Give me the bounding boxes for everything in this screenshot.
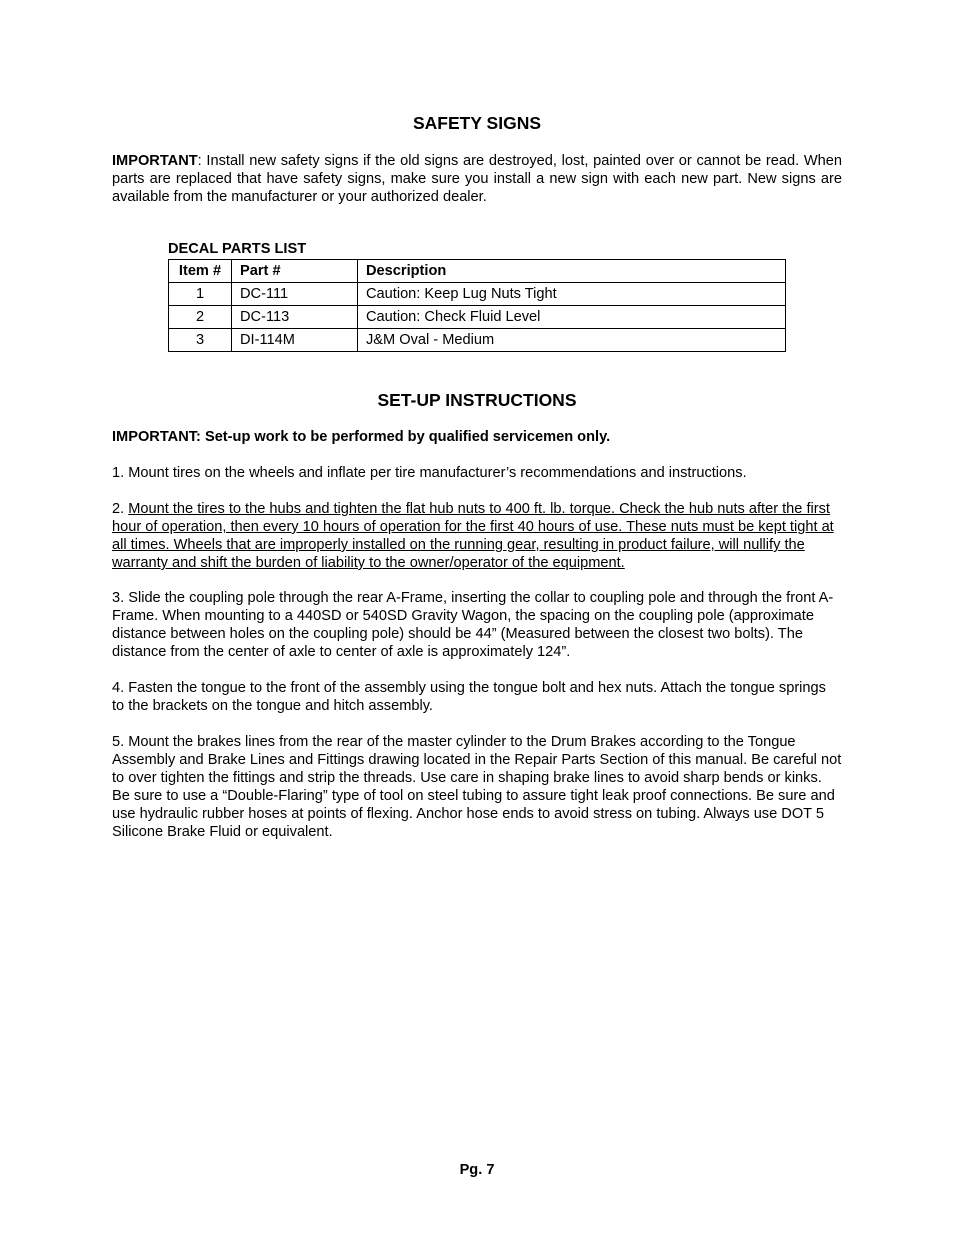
table-header-row — [169, 260, 786, 283]
table-row — [169, 329, 786, 352]
cell-part-number: DI-114M — [232, 329, 358, 352]
cell-description: Caution: Check Fluid Level — [358, 306, 786, 329]
setup-step-1: 1. Mount tires on the wheels and inflate per tire manufacturer’s recommendations and instructions. — [112, 465, 747, 481]
header-item-number: Item # — [169, 260, 232, 283]
decal-parts-table — [168, 259, 786, 352]
safety-important-label: IMPORTANT — [112, 153, 198, 169]
cell-item-number: 1 — [169, 283, 232, 306]
cell-item-number: 2 — [169, 306, 232, 329]
setup-important-paragraph: IMPORTANT: Set-up work to be performed by qualified servicemen only. — [112, 429, 611, 445]
safety-important-text: : Install new safety signs if the old signs are destroyed, lost, painted over or cannot be read. When parts are replaced that have safety signs, make sure you install a new sign with each new part. New signs are available from the manufacturer or your authorized dealer. — [112, 153, 842, 205]
setup-step-3: 3. Slide the coupling pole through the rear A-Frame, inserting the collar to coupling pole and through the front A-Frame. When mounting to a 440SD or 540SD Gravity Wagon, the spacing on the coupling pole (approximate distance between holes on the coupling pole) should be 44” (Measured between the closest two bolts). The distance from the center of axle to center of axle is approximately 124”. — [112, 590, 834, 660]
setup-instructions-title: SET-UP INSTRUCTIONS — [377, 390, 577, 410]
cell-description: Caution: Keep Lug Nuts Tight — [358, 283, 786, 306]
table-row — [169, 306, 786, 329]
cell-item-number: 3 — [169, 329, 232, 352]
page-number: Pg. 7 — [459, 1162, 495, 1178]
setup-step-5: 5. Mount the brakes lines from the rear of the master cylinder to the Drum Brakes according to the Tongue Assembly and Brake Lines and Fittings drawing located in the Repair Parts Section of this manual. Be careful not to over tighten the fittings and strip the threads. Use care in shaping brake lines to avoid sharp bends or kinks. Be sure to use a “Double-Flaring” type of tool on steel tubing to assure tight leak proof connections. Be sure and use hydraulic rubber hoses at points of flexing. Anchor hose ends to avoid stress on tubing. Always use DOT 5 Silicone Brake Fluid or equivalent. — [112, 734, 842, 840]
cell-part-number: DC-113 — [232, 306, 358, 329]
setup-step-2-text: Mount the tires to the hubs and tighten the flat hub nuts to 400 ft. lb. torque. Check the hub nuts after the first hour of operation, then every 10 hours of operation for the first 40 hours of use. These nuts must be kept tight at all times. Wheels that are improperly installed on the running gear, resulting in product failure, will nullify the warranty and shift the burden of liability to the owner/operator of the equipment. — [112, 501, 834, 571]
header-description: Description — [358, 260, 786, 283]
cell-description: J&M Oval - Medium — [358, 329, 786, 352]
setup-step-2-number: 2. — [112, 501, 129, 517]
decal-parts-list-caption: DECAL PARTS LIST — [168, 241, 307, 257]
header-part-number: Part # — [232, 260, 358, 283]
setup-step-2 — [112, 500, 842, 572]
cell-part-number: DC-111 — [232, 283, 358, 306]
safety-signs-title: SAFETY SIGNS — [412, 113, 542, 133]
safety-important-paragraph — [112, 152, 842, 206]
setup-step-4: 4. Fasten the tongue to the front of the assembly using the tongue bolt and hex nuts. Attach the tongue springs to the brackets on the tongue and hitch assembly. — [112, 680, 826, 714]
manual-page — [112, 0, 842, 1235]
table-row — [169, 283, 786, 306]
